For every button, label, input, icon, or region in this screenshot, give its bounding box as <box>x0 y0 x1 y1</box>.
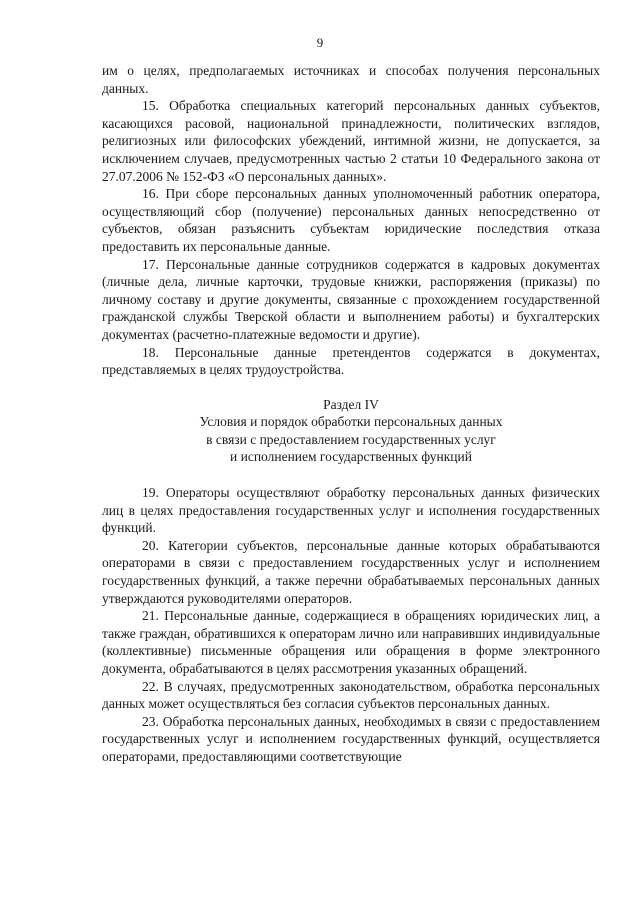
paragraph-22: 22. В случаях, предусмотренных законодательством, обработка персональных данных может осуществляться без согласия субъектов персональных данных. <box>102 678 600 712</box>
section-title-line-2: в связи с предоставлением государственных услуг <box>206 431 496 447</box>
paragraph-19: 19. Операторы осуществляют обработку персональных данных физических лиц в целях предоставления государственных услуг и исполнения государственных функций. <box>102 485 600 536</box>
paragraph-21: 21. Персональные данные, содержащиеся в обращениях юридических лиц, а также граждан, обратившихся к операторам лично или направивших индивидуальные (коллективные) письменные обращения или обращения в форме электронного документа, обрабатываются в целях рассмотрения указанных обращений. <box>102 608 600 676</box>
paragraph-15: 15. Обработка специальных категорий персональных данных субъектов, касающихся расовой, национальной принадлежности, политических взглядов, религиозных или философских убеждений, интимной жизни, не допускается, за исключением случаев, предусмотренных частью 2 статьи 10 Федерального закона от 27.07.2006 № 152-ФЗ «О персональных данных». <box>102 98 600 184</box>
paragraph-17: 17. Персональные данные сотрудников содержатся в кадровых документах (личные дела, личные карточки, трудовые книжки, распоряжения (приказы) по личному составу и другие документы, связанные с прохождением государственной гражданской службы Тверской области и выполнением работы) и бухгалтерских документах (расчетно-платежные ведомости и другие). <box>102 256 600 342</box>
section-heading <box>102 396 600 466</box>
paragraph-16: 16. При сборе персональных данных уполномоченный работник оператора, осуществляющий сбор (получение) персональных данных непосредственно от субъектов, обязан разъяснить субъектам юридические последствия отказа предоставить их персональные данные. <box>102 186 600 254</box>
section-number: Раздел IV <box>323 396 379 412</box>
section-title-line-1: Условия и порядок обработки персональных данных <box>199 414 503 430</box>
page-number: 9 <box>316 35 324 50</box>
paragraph-20: 20. Категории субъектов, персональные данные которых обрабатываются операторами в связи с предоставлением государственных услуг и исполнением государственных функций, а также перечни обрабатываемых персональных данных утверждаются руководителями операторов. <box>102 537 600 606</box>
section-title-line-3: и исполнением государственных функций <box>230 449 472 465</box>
paragraph-18: 18. Персональные данные претендентов содержатся в документах, представляемых в целях трудоустройства. <box>102 344 600 378</box>
document-body <box>102 62 600 766</box>
paragraph-continuation: им о целях, предполагаемых источниках и способах получения персональных данных. <box>102 63 600 96</box>
paragraph-23: 23. Обработка персональных данных, необходимых в связи с предоставлением государственных услуг и исполнением государственных функций, осуществляется операторами, предоставляющими соответствующие <box>102 713 600 764</box>
